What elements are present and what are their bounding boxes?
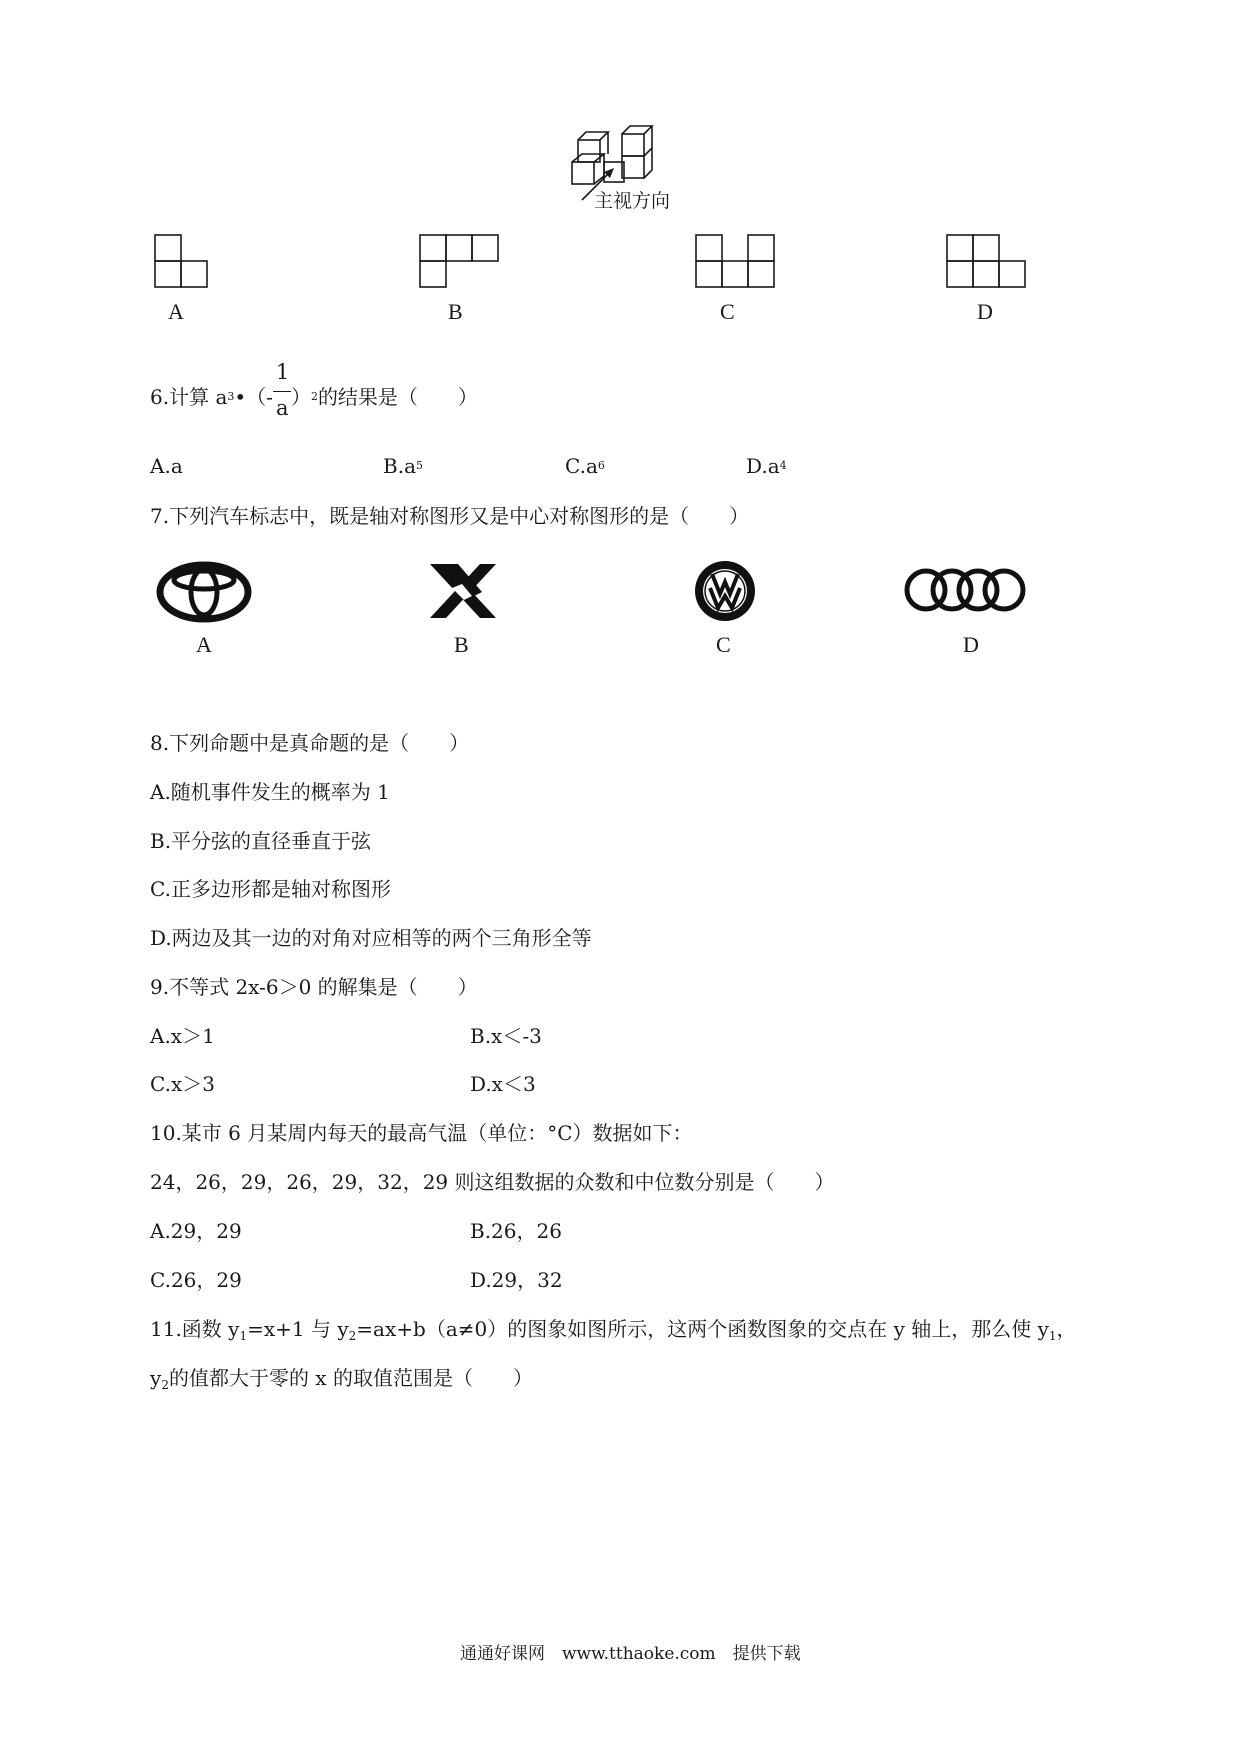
question-9-stem: 9.不等式 2x-6＞0 的解集是（ ）: [150, 975, 478, 999]
question-6-option-c: $C.a^6$: [565, 454, 605, 478]
question-10-option-b: B.26，26: [470, 1219, 562, 1243]
question-8-option-b: B.平分弦的直径垂直于弦: [150, 829, 372, 853]
page-footer: 通通好课网 www.tthaoke.com 提供下载: [460, 1644, 801, 1664]
question-10-data-line: 24，26，29，26，29，32，29 则这组数据的众数和中位数分别是（ ）: [150, 1170, 835, 1194]
view-c-icon: [695, 234, 781, 290]
option-c-letter: C: [720, 299, 735, 324]
question-8-option-c: C.正多边形都是轴对称图形: [150, 877, 391, 901]
question-11-stem-line2: $y_2$的值都大于零的 x 的取值范围是（ ）: [150, 1366, 533, 1392]
toyota-logo-icon: [156, 560, 252, 628]
logo-a-letter: A: [196, 632, 212, 657]
volkswagen-logo-icon: [692, 558, 758, 628]
option-a-letter: A: [168, 299, 184, 324]
question-9-option-d: D.x＜3: [470, 1072, 536, 1096]
question-8-stem: 8.下列命题中是真命题的是（ ）: [150, 731, 470, 755]
logo-b-letter: B: [454, 632, 469, 657]
view-d-icon: [946, 234, 1032, 290]
main-view-label: 主视方向: [594, 190, 671, 212]
fraction-1-over-a: $\frac{1}{a}$: [273, 380, 291, 404]
question-7-stem: 7.下列汽车标志中，既是轴对称图形又是中心对称图形的是（ ）: [150, 504, 750, 528]
question-10-option-c: C.26，29: [150, 1268, 242, 1292]
view-b-icon: [419, 234, 505, 290]
question-10-option-d: D.29，32: [470, 1268, 563, 1292]
option-a-view: [154, 234, 214, 294]
x-logo-icon: [428, 562, 498, 624]
question-9-option-a: A.x＞1: [150, 1024, 215, 1048]
option-d-view: [946, 234, 1032, 294]
question-8-option-d: D.两边及其一边的对角对应相等的两个三角形全等: [150, 926, 592, 950]
option-c-view: [695, 234, 781, 294]
question-9-option-b: B.x＜-3: [470, 1024, 542, 1048]
question-11-stem: 11.函数 $y_1=x+1$ 与 $y_2=ax+b(a\ne 0)$的图象如图所示，这两个函数图象的交点在 y 轴上，那么使 $y_1$，: [150, 1317, 1077, 1343]
audi-rings-logo-icon: [902, 566, 1030, 618]
option-b-view: [419, 234, 505, 294]
view-a-icon: [154, 234, 214, 290]
question-10-stem: 10.某市 6 月某周内每天的最高气温（单位：°C）数据如下：: [150, 1121, 693, 1145]
logo-c-letter: C: [716, 632, 731, 657]
question-6-stem: 6.计算 $a^3•(-$ $\frac{1}{a}$ ）$^2$的结果是（ ）: [150, 360, 478, 420]
question-10-option-a: A.29，29: [150, 1219, 242, 1243]
question-6-option-b: $B.a^5$: [383, 454, 423, 478]
question-8-option-a: A.随机事件发生的概率为 1: [150, 780, 390, 804]
question-6-option-a: A.a: [150, 454, 183, 478]
logo-d-letter: D: [963, 632, 979, 657]
question-9-option-c: C.x＞3: [150, 1072, 215, 1096]
question-6-option-d: $D.a^4$: [746, 454, 787, 478]
option-b-letter: B: [448, 299, 463, 324]
option-d-letter: D: [977, 299, 993, 324]
